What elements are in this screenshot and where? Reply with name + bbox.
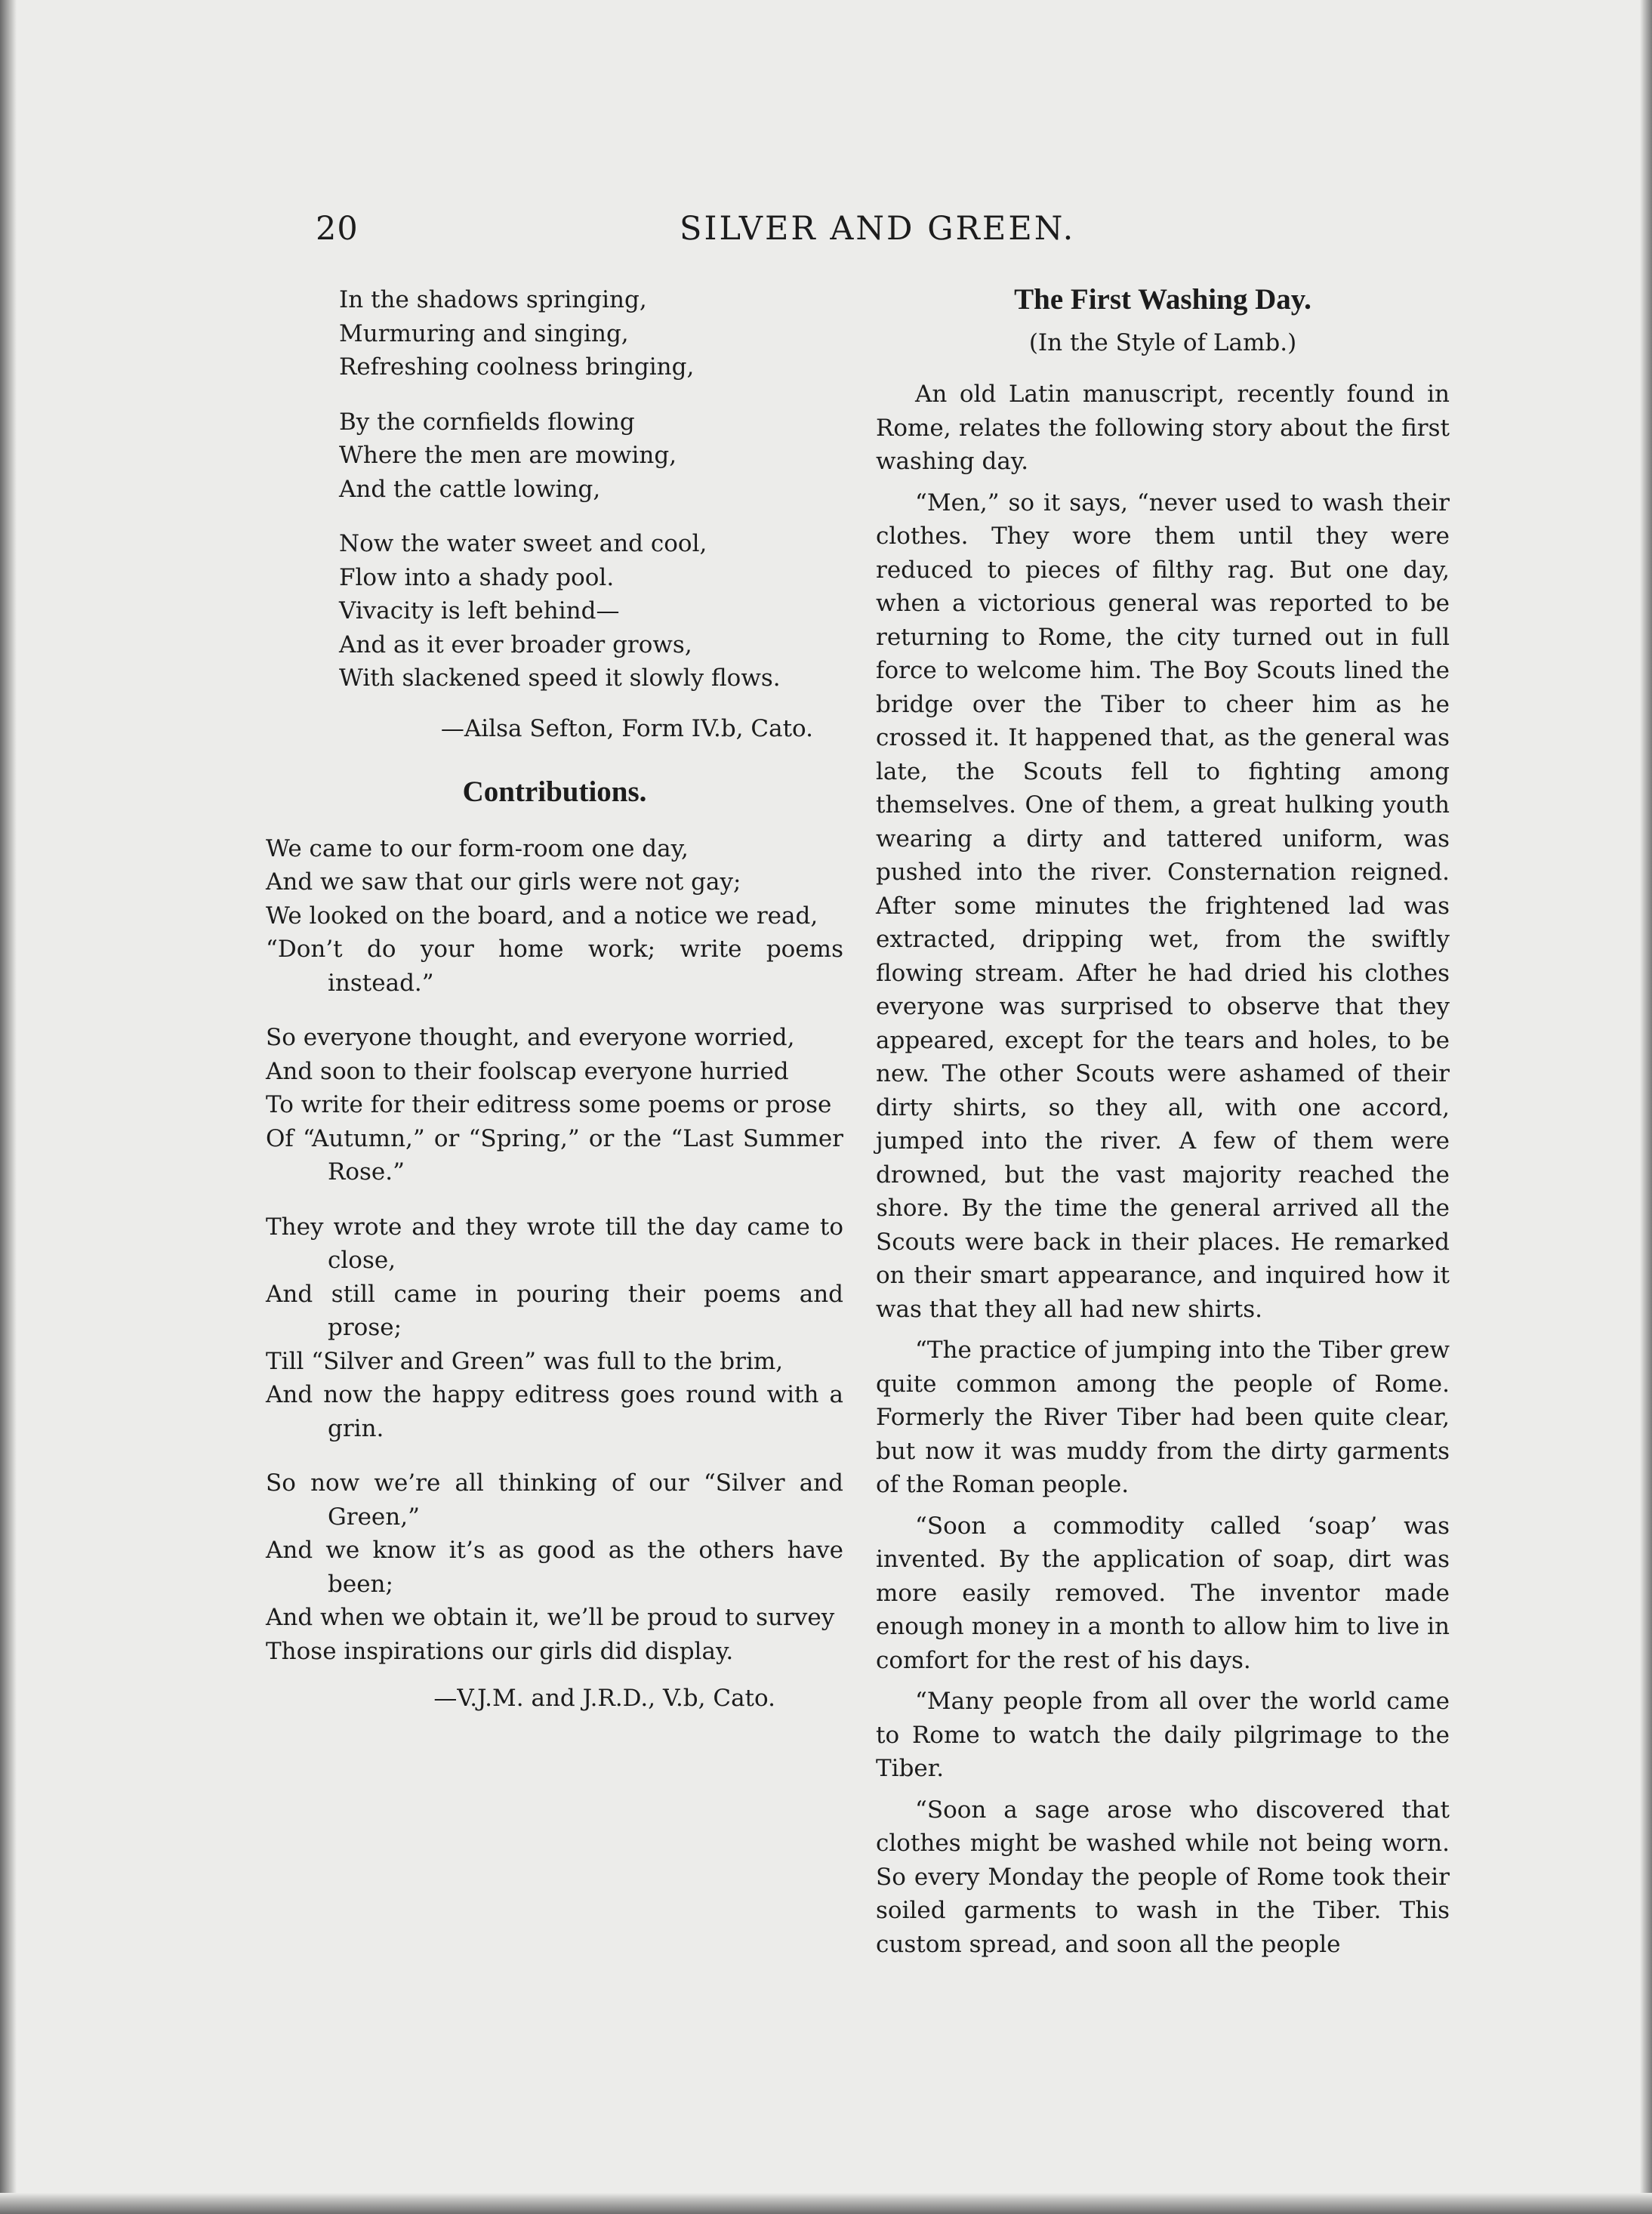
poem-rivers <box>266 283 843 695</box>
poem-line: To write for their editress some poems or prose <box>266 1091 832 1118</box>
stanza <box>339 527 843 695</box>
page-number: 20 <box>316 210 359 248</box>
article-paragraph: “Men,” so it says, “never used to wash their clothes. They wore them until they were reduced to pieces of filthy rag. But one day, when a victorious general was reported to be returning to Rome, the city turned out in full force to welcome him. The Boy Scouts lined the bridge over the Tiber to cheer him as he crossed it. It happened that, as the general was late, the Scouts fell to fighting among themselves. One of them, a great hulking youth wearing a dirty and tattered uniform, was pushed into the river. Consternation reigned. After some minutes the frightened lad was extracted, dripping wet, from the swiftly flowing stream. After he had dried his clothes everyone was surprised to observe that they appeared, except for the tears and holes, to be new. The other Scouts were ashamed of their dirty shirts, so they all, with one accord, jumped into the river. A few of them were drowned, but the vast majority reached the shore. By the time the general arrived all the Scouts were back in their places. He remarked on their smart appearance, and inquired how it was that they all had new shirts. <box>876 489 1450 1323</box>
right-column <box>876 283 1450 1969</box>
article-paragraph: “Soon a commodity called ‘soap’ was invented. By the application of soap, dirt was more easily removed. The inventor made enough money in a month to allow him to live in comfort for the rest of his days. <box>876 1512 1450 1674</box>
poem-signature: —V.J.M. and J.R.D., V.b, Cato. <box>433 1685 775 1712</box>
article-paragraph: “The practice of jumping into the Tiber grew quite common among the people of Rome. Formerly the River Tiber had been quite clear, but now it was muddy from the dirty garments of the Roman people. <box>876 1337 1450 1498</box>
poem-line: In the shadows springing, <box>339 286 647 313</box>
stanza <box>266 1210 843 1446</box>
poem-line: Now the water sweet and cool, <box>339 530 707 557</box>
poem-line: And we saw that our girls were not gay; <box>266 868 741 896</box>
poem-line: And still came in pouring their poems and prose; <box>266 1280 843 1341</box>
article-paragraph: “Soon a sage arose who discovered that clothes might be washed while not being worn. So every Monday the people of Rome took their soiled garments to wash in the Tiber. This custom spread, and soon all the people <box>876 1796 1450 1958</box>
poem-line: So everyone thought, and everyone worried, <box>266 1024 795 1051</box>
article-paragraph: An old Latin manuscript, recently found in Rome, relates the following story about the first washing day. <box>876 381 1450 475</box>
poem-line: And now the happy editress goes round with a grin. <box>266 1381 843 1442</box>
poem-line: And when we obtain it, we’ll be proud to survey <box>266 1604 835 1631</box>
poem-line: We looked on the board, and a notice we read, <box>266 902 818 930</box>
page-edge-right <box>1640 0 1652 2214</box>
poem-line: Refreshing coolness bringing, <box>339 353 695 381</box>
poem-line: By the cornfields flowing <box>339 408 635 436</box>
poem-line: And we know it’s as good as the others have been; <box>266 1537 843 1598</box>
poem-line: Murmuring and singing, <box>339 319 629 347</box>
running-title: SILVER AND GREEN. <box>680 210 1076 248</box>
poem-line: And soon to their foolscap everyone hurried <box>266 1057 789 1085</box>
stanza <box>266 1021 843 1189</box>
stanza <box>266 1466 843 1668</box>
poem-line: Of “Autumn,” or “Spring,” or the “Last Summer Rose.” <box>266 1124 843 1186</box>
poem-signature: —Ailsa Sefton, Form IV.b, Cato. <box>440 714 813 742</box>
article-paragraph: “Many people from all over the world came to Rome to watch the daily pilgrimage to the Tiber. <box>876 1688 1450 1782</box>
poem-line: So now we’re all thinking of our “Silver and Green,” <box>266 1469 843 1531</box>
stanza <box>339 283 843 384</box>
binding-shadow-left <box>0 0 17 2214</box>
left-column <box>266 283 843 1746</box>
poem-line: Till “Silver and Green” was full to the brim, <box>266 1347 784 1375</box>
poem-title: Contributions. <box>462 776 647 808</box>
article-title: The First Washing Day. <box>1014 283 1311 316</box>
poem-line: Flow into a shady pool. <box>339 563 615 591</box>
poem-line: We came to our form-room one day, <box>266 834 689 862</box>
poem-line: Where the men are mowing, <box>339 442 677 469</box>
poem-line: And as it ever broader grows, <box>339 631 692 658</box>
poem-line: Vivacity is left behind— <box>339 597 620 624</box>
poem-line: Those inspirations our girls did display. <box>266 1637 734 1665</box>
poem-line: “Don’t do your home work; write poems instead.” <box>266 936 843 997</box>
page-edge-bottom <box>0 2193 1652 2214</box>
poem-line: They wrote and they wrote till the day came to close, <box>266 1213 843 1274</box>
poem-line: And the cattle lowing, <box>339 475 601 503</box>
stanza <box>339 405 843 507</box>
stanza <box>266 832 843 1001</box>
article-subtitle: (In the Style of Lamb.) <box>1028 328 1297 356</box>
poem-line: With slackened speed it slowly flows. <box>339 665 781 692</box>
